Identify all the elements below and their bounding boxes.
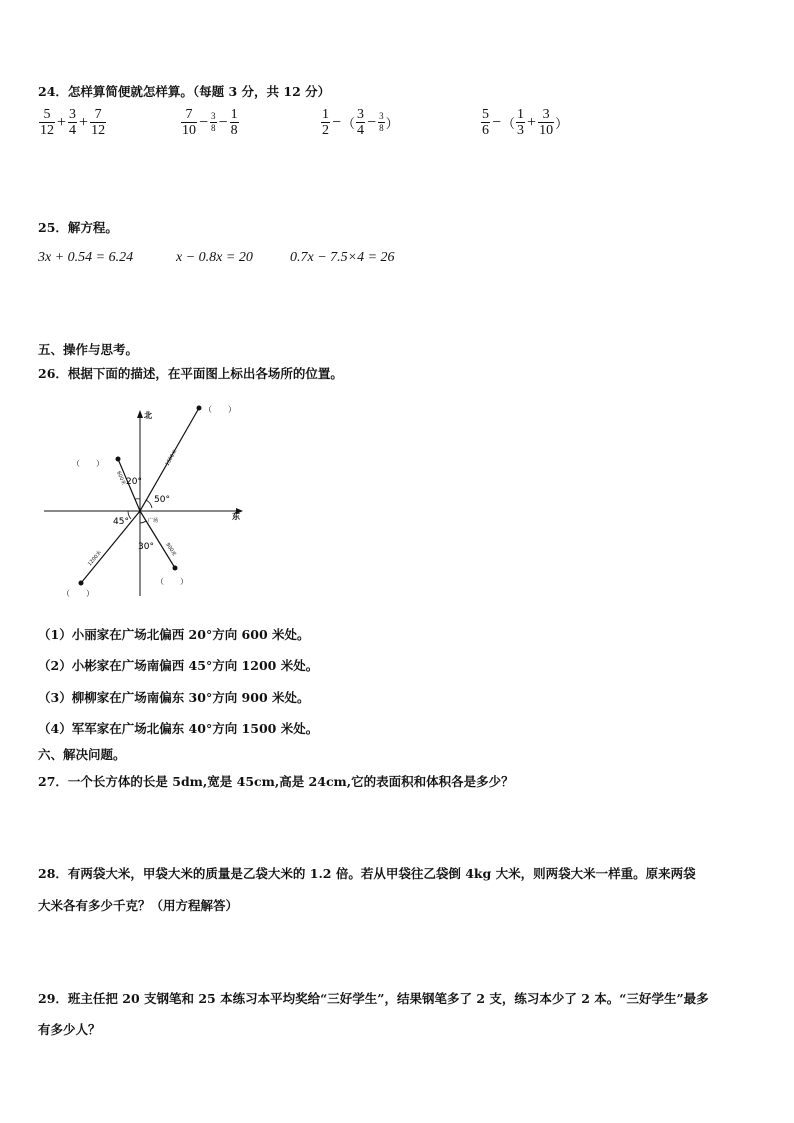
fraction: $\frac{1}{3}$	[517, 107, 525, 138]
fraction: $\frac{1}{2}$	[322, 107, 329, 138]
endpoint-dot	[197, 406, 202, 411]
endpoint-dot	[116, 457, 121, 462]
equation-2: x − 0.8x = 20	[176, 250, 253, 265]
blank-slot-nw: （ ）	[72, 459, 104, 468]
operator: −	[332, 113, 342, 131]
blank-slot-ne: （ ）	[204, 405, 236, 414]
q26-item-3: （3）柳柳家在广场南偏东 30°方向 900 米处。	[38, 690, 310, 705]
direction-diagram	[38, 396, 258, 606]
q29-line-1: 29．班主任把 20 支钢笔和 25 本练习本平均奖给“三好学生”，结果钢笔多了 2 支，练习本少了 2 本。“三好学生”最多	[38, 991, 709, 1006]
operator: −	[199, 113, 209, 131]
section-5-title: 五、操作与思考。	[38, 342, 139, 357]
paren-right: ）	[555, 116, 569, 131]
fraction: $\frac{7}{10}$	[182, 107, 196, 138]
fraction: $\frac{3}{4}$	[69, 107, 77, 138]
endpoint-dot	[79, 581, 84, 586]
equation-3: 0.7x − 7.5×4 = 26	[290, 250, 395, 265]
angle-30-label: 30°	[138, 542, 154, 552]
equation-1: 3x + 0.54 = 6.24	[38, 250, 134, 265]
q27-text: 27．一个长方体的长是 5dm,宽是 45cm,高是 24cm,它的表面积和体积各是多少？	[38, 774, 514, 789]
angle-45-label: 45°	[113, 517, 129, 527]
dist-600-label: 600米	[115, 470, 127, 487]
north-label: 北	[144, 411, 152, 420]
paren-left: （	[342, 116, 356, 131]
q24-expr-1	[38, 107, 107, 138]
fraction: $\frac{3}{8}$	[211, 111, 216, 133]
operator: −	[218, 113, 228, 131]
paren-left: （	[502, 116, 516, 131]
endpoint-dot	[173, 566, 178, 571]
operator: −	[492, 113, 502, 131]
paren-right: ）	[385, 116, 399, 131]
fraction: $\frac{3}{10}$	[539, 107, 554, 138]
q26-item-1: （1）小丽家在广场北偏西 20°方向 600 米处。	[38, 627, 310, 642]
blank-slot-sw: （ ）	[62, 589, 94, 598]
center-label: 广场	[148, 518, 159, 524]
q25-title: 25．解方程。	[38, 220, 118, 235]
ray-south-west	[81, 511, 140, 583]
q24-title: 24．怎样算简便就怎样算。（每题 3 分，共 12 分）	[38, 84, 331, 99]
q29-line-2: 有多少人？	[38, 1022, 101, 1037]
q26-item-4: （4）军军家在广场北偏东 40°方向 1500 米处。	[38, 721, 319, 736]
fraction: $\frac{7}{12}$	[91, 107, 106, 138]
fraction: $\frac{3}{4}$	[357, 107, 365, 138]
operator: +	[527, 113, 537, 131]
dist-1200-label: 1200米	[86, 549, 103, 568]
east-label: 东	[232, 512, 240, 521]
blank-slot-se: （ ）	[156, 577, 188, 586]
north-arrow-icon	[137, 410, 143, 418]
angle-20-label: 20°	[126, 477, 142, 487]
operator: +	[57, 113, 67, 131]
angle-arc	[140, 521, 146, 523]
dist-1500-label: 1500米	[164, 448, 179, 467]
q24-expr-3	[320, 107, 399, 138]
q26-item-2: （2）小彬家在广场南偏西 45°方向 1200 米处。	[38, 658, 319, 673]
q28-line-1: 28．有两袋大米，甲袋大米的质量是乙袋大米的 1.2 倍。若从甲袋往乙袋倒 4kg 大米，则两袋大米一样重。原来两袋	[38, 866, 696, 881]
dist-900-label: 900米	[164, 541, 178, 558]
fraction: $\frac{5}{12}$	[40, 107, 54, 138]
fraction: $\frac{1}{8}$	[230, 107, 238, 138]
q28-line-2: 大米各有多少千克？（用方程解答）	[38, 898, 239, 913]
angle-arc	[146, 500, 152, 508]
operator: +	[79, 113, 89, 131]
fraction: $\frac{5}{6}$	[482, 107, 489, 138]
operator: −	[367, 113, 377, 131]
q26-title: 26．根据下面的描述，在平面图上标出各场所的位置。	[38, 366, 343, 381]
section-6-title: 六、解决问题。	[38, 747, 126, 762]
fraction: $\frac{3}{8}$	[379, 111, 384, 133]
angle-50-label: 50°	[154, 495, 170, 505]
q24-expr-4	[480, 107, 568, 138]
q24-expr-2	[180, 107, 240, 138]
